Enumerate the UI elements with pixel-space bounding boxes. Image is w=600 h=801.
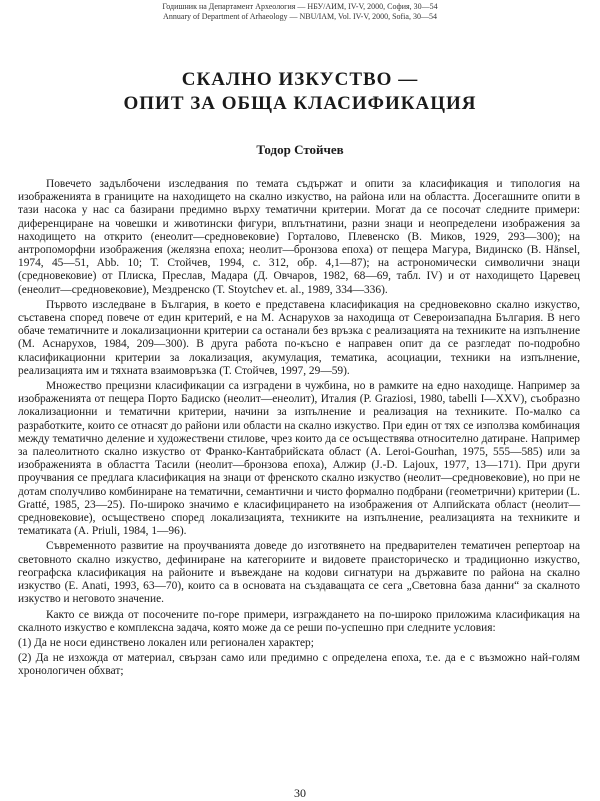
running-head-bg: Годишник на Департамент Археология — НБУ/АИМ, IV-V, 2000, София, 30—54 bbox=[162, 2, 438, 11]
article-title bbox=[0, 68, 600, 116]
paragraph: Множество прецизни класификации са изградени в чужбина, но в рамките на едно находище. Например за изображенията от пещера Порто Бадиско (неолит—енеолит), Италия (P. Graziosi, 1980, tabelli I—XXV), съобразно локализационни и тематични критерии, начини за изпълнение и реализация на техниките. По-малко са разработките, които се отнасят до райони или области на скално изкуство. При един от тях се използва комбинация между тематично деление и художествени стилове, чрез които да се осъществява относително датиране. Например за палеолитното скално изкуство от Франко-Кантабрийската област (A. Leroi-Gourhan, 1975, 555—585) или за изображенията в областта Тасили (неолит—бронзова епоха), Алжир (J.-D. Lajoux, 1977, 13—171). При други проучвания се предлага класификация на знаци от френското скално изкуство (неолит—средновековие), но при не дотам сполучливо комбиниране на тематични, семантични и чисто формално подбрани (геометрични) критерии (L. Gratté, 1985, 23—25). По-широко значимо е класифицирането на изображения от Алпийската област (неолит—средновековие), осъществено според локализацията, техниките на изпълнение, реализацията на техниките и тематиката (A. Priuli, 1984, 1—96). bbox=[18, 380, 580, 538]
paragraph: Повечето задълбочени изследвания по темата съдържат и опити за класификация и типология на изображенията в границите на находището на скално изкуство, на района или на областта. Досегашните опити в тази насока у нас са базирани предимно върху тематични критерии. Могат да се посочат следните примери: диференциране на човешки и животински фигури, вплътнатини, разни знаци и неопределени изображения за находището на открито (енеолит—средновековие) Горталово, Плевенско (В. Миков, 1929, 293—300); на антропоморфни изображения (желязна епоха; неолит—бронзова епоха) от пещера Магура, Видинско (В. Hänsel, 1974, 45—51, Abb. 10; Т. Стойчев, 1994, с. 312, обр. 4,1—87); на астрономически символични знаци (средновековие) от Плиска, Преслав, Мадара (Д. Овчаров, 1982, 68—69, табл. IV) и от находището Царевец (енеолит—средновековие), Мездренско (Т. Stoytchev et. al., 1989, 334—336). bbox=[18, 178, 580, 296]
paragraph: Както се вижда от посочените по-горе примери, изграждането на по-широко приложима класификация на скалното изкуство е комплексна задача, която може да се реши по-успешно при следните условия: bbox=[18, 608, 580, 634]
author-name: Тодор Стойчев bbox=[256, 142, 344, 157]
page-number: 30 bbox=[294, 786, 306, 800]
list-item: (1) Да не носи единствено локален или регионален характер; bbox=[18, 636, 314, 649]
article-body bbox=[18, 178, 580, 681]
running-head-en: Annuary of Department of Arhaeology — NBU/IAM, Vol. IV-V, 2000, Sofia, 30—54 bbox=[163, 12, 437, 21]
title-line-1: СКАЛНО ИЗКУСТВО — bbox=[181, 69, 419, 90]
list-item: (2) Да не изхожда от материал, свързан само или предимно с определена епоха, т.е. да е с възможно най-голям хронологичен обхват; bbox=[18, 652, 580, 678]
paragraph: Съвременното развитие на проучванията доведе до изготвянето на предварителен тематичен репертоар на световното скално изкуство, дефиниране на категориите и видовете праисторическо и традиционно изкуство, географска класификация на районите и въвеждане на кодови сигнатури на държавите по района на скално изкуство (E. Anati, 1993, 63—70), които са в основата на създаващата се сега „Световна база данни“ за скалното изкуство и неговото значение. bbox=[18, 540, 580, 606]
running-head bbox=[0, 2, 600, 22]
title-line-2: ОПИТ ЗА ОБЩА КЛАСИФИКАЦИЯ bbox=[123, 93, 477, 114]
paragraph: Първото изследване в България, в което е представена класификация на средновековно скално изкуство, съставена според повече от един критерий, е на М. Аснарухов за находища от Североизападна България. В него обаче тематичните и локализационни критерии са останали без връзка с реализацията на техниките на изпълнение (М. Аснарухов, 1984, 209—300). В друга работа по-късно е направен опит да се разгледат по-подробно класификационни критерии за локализация, акумулация, тематика, асоциации, техники на изпълнение, реализацията им и тяхната взаимовръзка (Т. Стойчев, 1997, 29—59). bbox=[18, 298, 580, 377]
